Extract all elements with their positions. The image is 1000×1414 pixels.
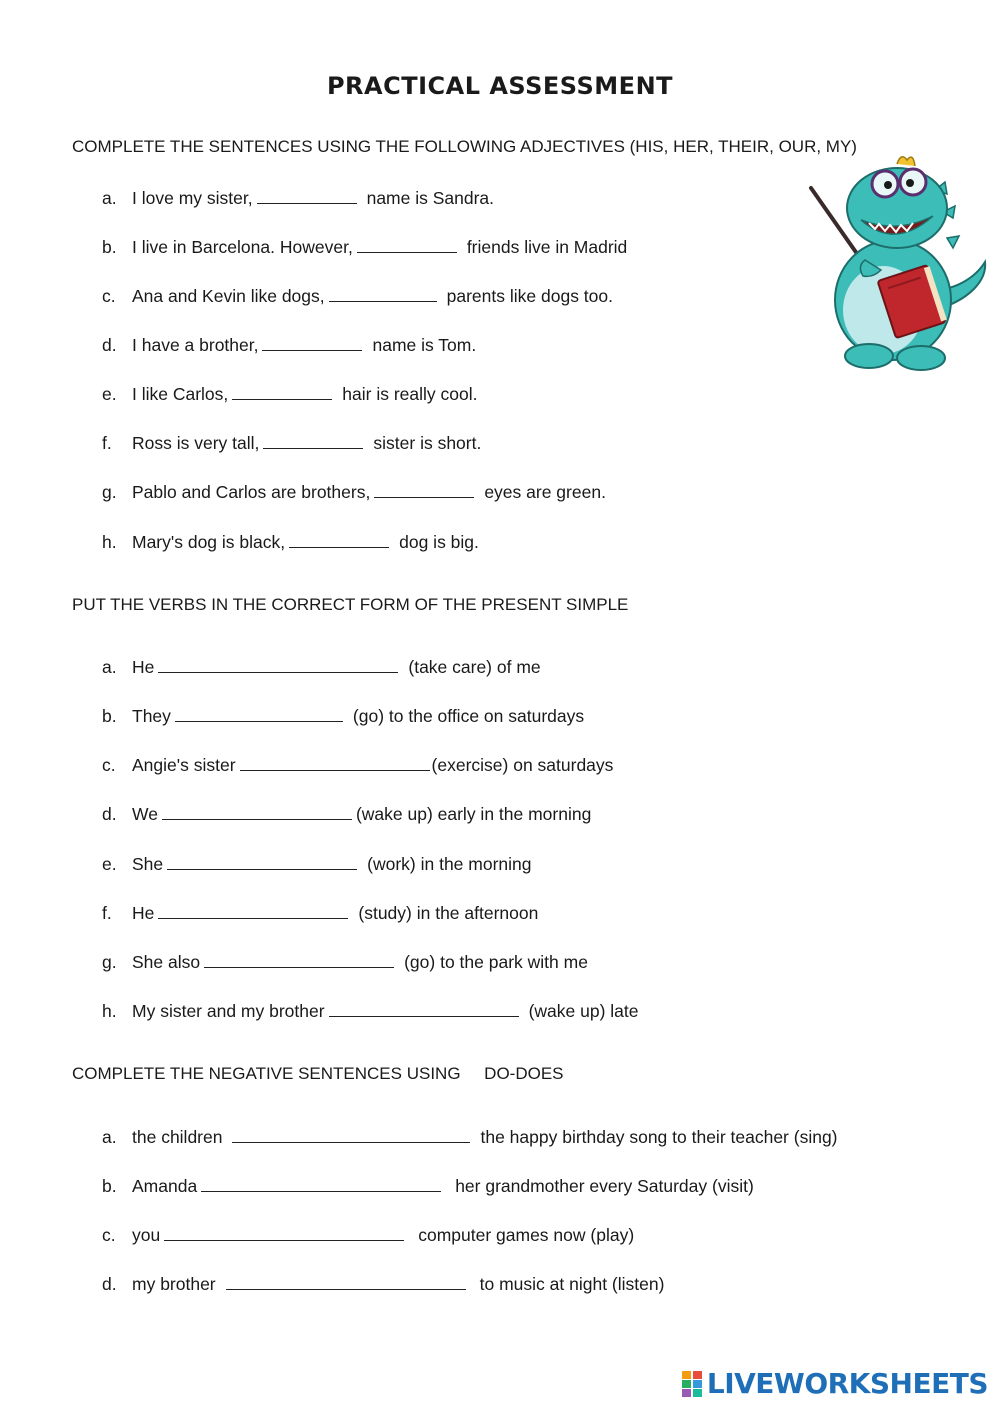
section3-heading: COMPLETE THE NEGATIVE SENTENCES USING DO-DOES bbox=[72, 1064, 564, 1083]
list-item: a. He (take care) of me bbox=[102, 657, 541, 677]
answer-blank[interactable] bbox=[232, 1126, 470, 1143]
list-item: d. I have a brother, name is Tom. bbox=[102, 335, 477, 355]
list-item: b. They (go) to the office on saturdays bbox=[102, 706, 585, 726]
answer-blank[interactable] bbox=[164, 1224, 404, 1241]
list-item: d. We (wake up) early in the morning bbox=[102, 804, 592, 824]
answer-blank[interactable] bbox=[204, 951, 394, 968]
answer-blank[interactable] bbox=[158, 656, 398, 673]
list-item: c. Ana and Kevin like dogs, parents like dogs too. bbox=[102, 286, 613, 306]
list-item: e. She (work) in the morning bbox=[102, 854, 532, 874]
list-item: d. my brother to music at night (listen) bbox=[102, 1274, 665, 1294]
page-title: PRACTICAL ASSESSMENT bbox=[326, 72, 674, 100]
list-item: b. I live in Barcelona. However, friends live in Madrid bbox=[102, 237, 628, 257]
answer-blank[interactable] bbox=[263, 432, 363, 449]
logo-text: LIVEWORKSHEETS bbox=[706, 1367, 988, 1400]
list-item: a. I love my sister, name is Sandra. bbox=[102, 188, 495, 208]
list-item: a. the children the happy birthday song to their teacher (sing) bbox=[102, 1127, 838, 1147]
dinosaur-teacher-icon bbox=[805, 150, 990, 375]
answer-blank[interactable] bbox=[226, 1273, 466, 1290]
list-item: e. I like Carlos, hair is really cool. bbox=[102, 384, 478, 404]
liveworksheets-logo-icon bbox=[681, 1370, 703, 1398]
answer-blank[interactable] bbox=[329, 285, 437, 302]
answer-blank[interactable] bbox=[329, 1000, 519, 1017]
answer-blank[interactable] bbox=[289, 531, 389, 548]
answer-blank[interactable] bbox=[201, 1175, 441, 1192]
list-item: g. She also (go) to the park with me bbox=[102, 952, 588, 972]
list-item: h. Mary's dog is black, dog is big. bbox=[102, 532, 479, 552]
answer-blank[interactable] bbox=[158, 902, 348, 919]
answer-blank[interactable] bbox=[167, 853, 357, 870]
list-item: f. Ross is very tall, sister is short. bbox=[102, 433, 482, 453]
answer-blank[interactable] bbox=[175, 705, 343, 722]
answer-blank[interactable] bbox=[232, 383, 332, 400]
answer-blank[interactable] bbox=[162, 803, 352, 820]
section2-heading: PUT THE VERBS IN THE CORRECT FORM OF THE PRESENT SIMPLE bbox=[72, 595, 629, 614]
answer-blank[interactable] bbox=[374, 481, 474, 498]
answer-blank[interactable] bbox=[257, 187, 357, 204]
liveworksheets-logo bbox=[681, 1367, 988, 1400]
answer-blank[interactable] bbox=[357, 236, 457, 253]
section1-heading: COMPLETE THE SENTENCES USING THE FOLLOWING ADJECTIVES (HIS, HER, THEIR, OUR, MY) bbox=[72, 137, 857, 156]
list-item: c. you computer games now (play) bbox=[102, 1225, 635, 1245]
list-item: h. My sister and my brother (wake up) late bbox=[102, 1001, 639, 1021]
list-item: b. Amanda her grandmother every Saturday (visit) bbox=[102, 1176, 754, 1196]
list-item: c. Angie's sister (exercise) on saturdays bbox=[102, 755, 614, 775]
answer-blank[interactable] bbox=[262, 334, 362, 351]
list-item: f. He (study) in the afternoon bbox=[102, 903, 539, 923]
list-item: g. Pablo and Carlos are brothers, eyes are green. bbox=[102, 482, 606, 502]
answer-blank[interactable] bbox=[240, 754, 430, 771]
